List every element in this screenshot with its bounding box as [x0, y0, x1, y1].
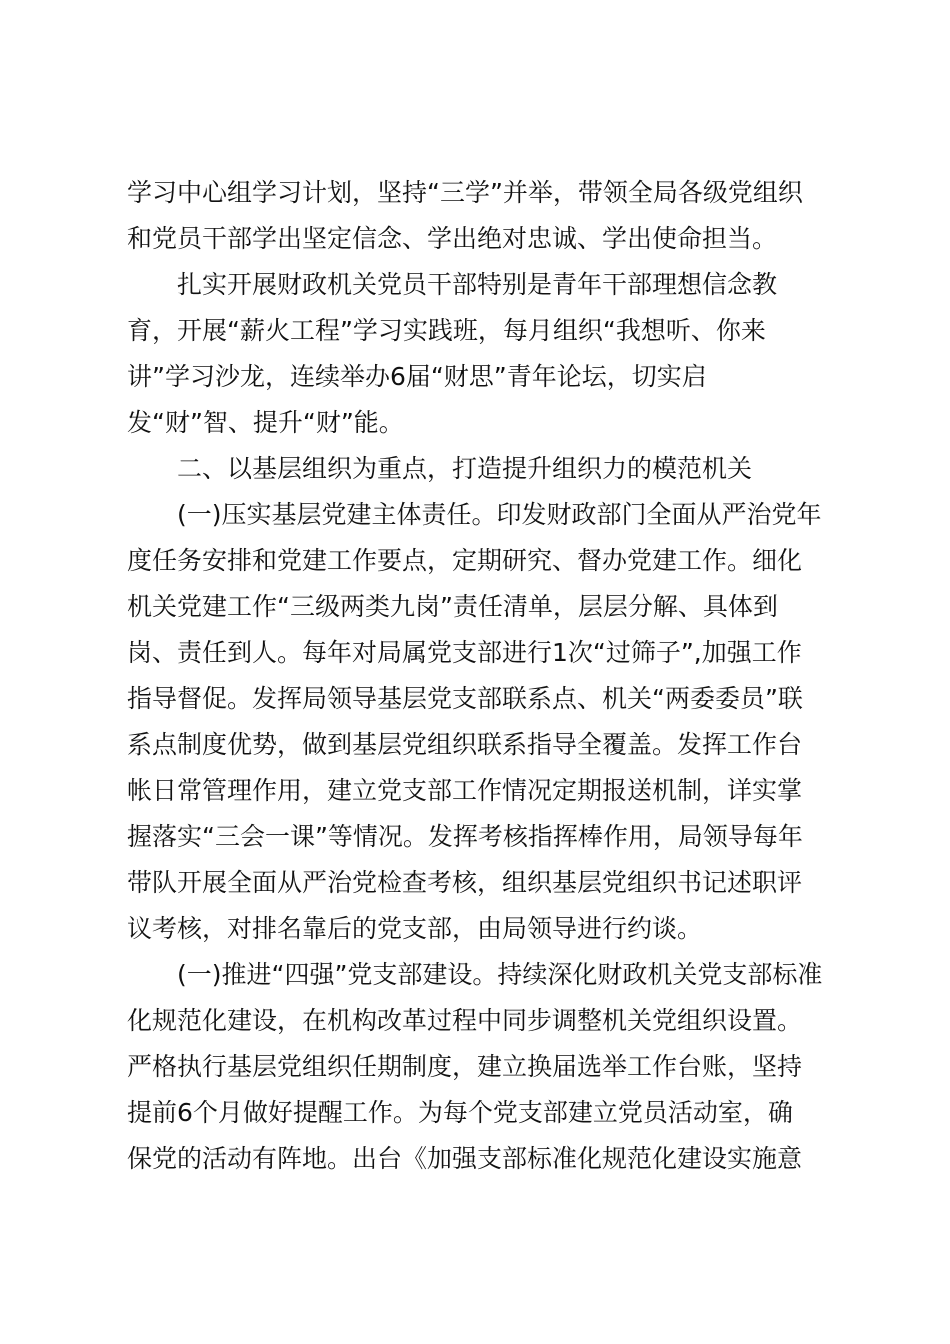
body-line: 提前6个月做好提醒工作。为每个党支部建立党员活动室，确 — [127, 1098, 793, 1127]
section-heading: 二、以基层组织为重点，打造提升组织力的模范机关 — [177, 454, 753, 483]
body-line: 度任务安排和党建工作要点，定期研究、督办党建工作。细化 — [127, 546, 803, 575]
body-line: 帐日常管理作用，建立党支部工作情况定期报送机制，详实掌 — [127, 776, 803, 805]
body-line: 议考核，对排名靠后的党支部，由局领导进行约谈。 — [127, 914, 703, 943]
paragraph-start-line: (一)压实基层党建主体责任。印发财政部门全面从严治党年 — [177, 500, 822, 529]
body-line: 严格执行基层党组织任期制度，建立换届选举工作台账，坚持 — [127, 1052, 803, 1081]
body-line: 化规范化建设，在机构改革过程中同步调整机关党组织设置。 — [127, 1006, 803, 1035]
body-line: 岗、责任到人。每年对局属党支部进行1次“过筛子”,加强工作 — [127, 638, 802, 667]
body-line: 和党员干部学出坚定信念、学出绝对忠诚、学出使命担当。 — [127, 224, 778, 253]
body-line: 讲”学习沙龙，连续举办6届“财思”青年论坛，切实启 — [127, 362, 707, 391]
body-line: 机关党建工作“三级两类九岗”责任清单，层层分解、具体到 — [127, 592, 778, 621]
body-line: 育，开展“薪火工程”学习实践班，每月组织“我想听、你来 — [127, 316, 766, 345]
paragraph-start-line: 扎实开展财政机关党员干部特别是青年干部理想信念教 — [177, 270, 778, 299]
paragraph-start-line: (一)推进“四强”党支部建设。持续深化财政机关党支部标准 — [177, 960, 823, 989]
body-line: 系点制度优势，做到基层党组织联系指导全覆盖。发挥工作台 — [127, 730, 803, 759]
body-line: 学习中心组学习计划，坚持“三学”并举，带领全局各级党组织 — [127, 178, 803, 207]
body-line: 带队开展全面从严治党检查考核，组织基层党组织书记述职评 — [127, 868, 803, 897]
body-line: 握落实“三会一课”等情况。发挥考核指挥棒作用，局领导每年 — [127, 822, 803, 851]
body-line: 保党的活动有阵地。出台《加强支部标准化规范化建设实施意 — [127, 1144, 803, 1173]
body-line: 指导督促。发挥局领导基层党支部联系点、机关“两委委员”联 — [127, 684, 803, 713]
document-body — [127, 170, 827, 1182]
body-line: 发“财”智、提升“财”能。 — [127, 408, 404, 437]
